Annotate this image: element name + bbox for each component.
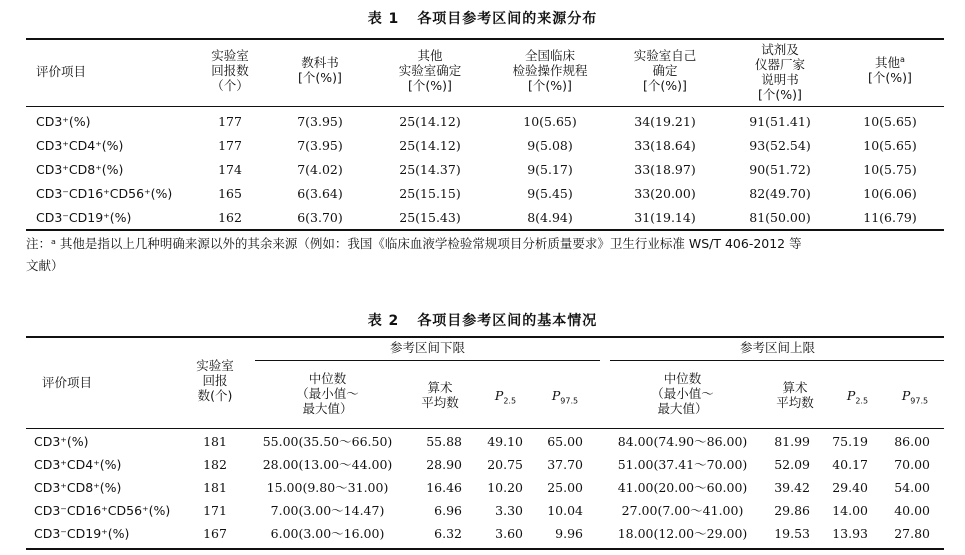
table1-header-manual: 试剂及 仪器厂家 说明书 [个(%)] <box>754 42 805 102</box>
table1-cell-national: 8(4.94) <box>527 210 573 225</box>
table2-header-lab-count: 实验室 回报 数(个) <box>196 358 234 403</box>
table2-cell-l_mean: 16.46 <box>426 480 462 495</box>
table2-cell-l_mean: 55.88 <box>426 434 462 449</box>
table2-header-lower-p975: $P_{97.5}$ <box>551 388 579 406</box>
table2-upper-group-rule <box>610 360 944 361</box>
table1-cell-other: 10(5.75) <box>863 162 917 177</box>
table1-footnote-line1: 注：ᵃ 其他是指以上几种明确来源以外的其余来源（例如：我国《临床血液学检验常规项目分析质量要求》卫生行业标准 WS/T 406-2012 等 <box>26 236 802 251</box>
table1-cell-self: 34(19.21) <box>634 114 696 129</box>
table2-header-item: 评价项目 <box>42 375 93 390</box>
table1-cell-n: 177 <box>218 138 242 153</box>
table1-cell-label: CD3⁺(%) <box>36 114 91 129</box>
table1-cell-other_lab: 25(15.43) <box>399 210 461 225</box>
table1-cell-n: 177 <box>218 114 242 129</box>
table1-header-rule <box>26 106 944 107</box>
table1-cell-national: 9(5.17) <box>527 162 573 177</box>
table2-cell-l_med: 55.00(35.50～66.50) <box>262 434 393 449</box>
table2-caption <box>0 310 965 330</box>
table2-cell-u_med: 84.00(74.90～86.00) <box>617 434 748 449</box>
table2-cell-l_med: 15.00(9.80～31.00) <box>266 480 389 495</box>
table2-cell-u_med: 51.00(37.41～70.00) <box>617 457 748 472</box>
table2-top-rule <box>26 336 944 338</box>
table2-cell-l_med: 28.00(13.00～44.00) <box>262 457 393 472</box>
table2-cell-u_p975: 40.00 <box>894 503 930 518</box>
table2-cell-label: CD3⁻CD19⁺(%) <box>34 526 130 541</box>
table1-cell-other_lab: 25(14.12) <box>399 114 461 129</box>
table1-cell-n: 174 <box>218 162 242 177</box>
table2-cell-l_p25: 3.30 <box>495 503 523 518</box>
table2-lower-group-rule <box>255 360 600 361</box>
table2-cell-u_med: 27.00(7.00～41.00) <box>621 503 744 518</box>
table2-cell-u_p975: 86.00 <box>894 434 930 449</box>
table1-cell-textbook: 7(3.95) <box>297 138 343 153</box>
table2-cell-l_p25: 3.60 <box>495 526 523 541</box>
table2-bottom-rule <box>26 548 944 550</box>
table1-cell-self: 33(20.00) <box>634 186 696 201</box>
table1-cell-national: 10(5.65) <box>523 114 577 129</box>
table2-cell-label: CD3⁺CD4⁺(%) <box>34 457 122 472</box>
table2-cell-u_p975: 27.80 <box>894 526 930 541</box>
table1-footnote <box>26 233 946 277</box>
table1-cell-manual: 93(52.54) <box>749 138 811 153</box>
table2-header-upper-p975: $P_{97.5}$ <box>901 388 929 406</box>
table1-cell-label: CD3⁺CD4⁺(%) <box>36 138 124 153</box>
table2-cell-u_mean: 19.53 <box>774 526 810 541</box>
table2-cell-u_p25: 13.93 <box>832 526 868 541</box>
table1-header-other: 其他$^a$ [个(%)] <box>868 54 912 85</box>
table1-cell-label: CD3⁻CD19⁺(%) <box>36 210 132 225</box>
table1-cell-n: 165 <box>218 186 242 201</box>
table2-cell-u_p975: 70.00 <box>894 457 930 472</box>
table1-cell-other: 10(5.65) <box>863 138 917 153</box>
table2-cell-u_p975: 54.00 <box>894 480 930 495</box>
table1-header-textbook: 教科书 [个(%)] <box>298 55 342 85</box>
table2-header-lower-group: 参考区间下限 <box>389 340 465 355</box>
table2-header-upper-p25: $P_{2.5}$ <box>846 388 869 406</box>
table2-caption-number: 表 2 <box>367 313 400 329</box>
table1-cell-national: 9(5.45) <box>527 186 573 201</box>
table1-caption-text: 各项目参考区间的来源分布 <box>417 11 598 27</box>
table2-cell-l_p975: 65.00 <box>547 434 583 449</box>
table2-cell-u_mean: 29.86 <box>774 503 810 518</box>
table2-header-lower-p25: $P_{2.5}$ <box>494 388 517 406</box>
table2-cell-l_med: 7.00(3.00～14.47) <box>270 503 385 518</box>
table1-cell-manual: 91(51.41) <box>749 114 811 129</box>
table2-header-lower-median: 中位数 （最小值～ 最大值） <box>296 371 359 416</box>
table2-cell-l_mean: 6.32 <box>434 526 462 541</box>
table1-cell-textbook: 7(4.02) <box>297 162 343 177</box>
table1-cell-manual: 82(49.70) <box>749 186 811 201</box>
table2-cell-u_med: 41.00(20.00～60.00) <box>617 480 748 495</box>
table2-cell-n: 181 <box>203 480 227 495</box>
table1-top-rule <box>26 38 944 40</box>
table2-cell-l_mean: 28.90 <box>426 457 462 472</box>
table1-header-national: 全国临床 检验操作规程 [个(%)] <box>512 48 588 93</box>
table2-header-upper-group: 参考区间上限 <box>739 340 815 355</box>
table1-caption <box>0 8 965 28</box>
table1-cell-manual: 90(51.72) <box>749 162 811 177</box>
table2-cell-u_p25: 75.19 <box>832 434 868 449</box>
table1-cell-textbook: 6(3.70) <box>297 210 343 225</box>
table1-cell-self: 33(18.97) <box>634 162 696 177</box>
table2-cell-l_p975: 10.04 <box>547 503 583 518</box>
table1-cell-label: CD3⁺CD8⁺(%) <box>36 162 124 177</box>
table1-cell-other: 10(5.65) <box>863 114 917 129</box>
table1-cell-textbook: 6(3.64) <box>297 186 343 201</box>
table2-header-lower-mean: 算术 平均数 <box>421 380 459 410</box>
table2-cell-n: 167 <box>203 526 227 541</box>
table2-cell-l_p975: 9.96 <box>555 526 583 541</box>
table1-cell-other_lab: 25(14.12) <box>399 138 461 153</box>
table1-caption-number: 表 1 <box>367 11 400 27</box>
table1-bottom-rule <box>26 229 944 231</box>
table1-header-self: 实验室自己 确定 [个(%)] <box>633 48 697 93</box>
table1-cell-self: 31(19.14) <box>634 210 696 225</box>
table1-cell-n: 162 <box>218 210 242 225</box>
table1-cell-other_lab: 25(15.15) <box>399 186 461 201</box>
table1-footnote-line2: 文献） <box>26 258 64 273</box>
table2-header-rule <box>26 428 944 429</box>
table2-cell-u_p25: 29.40 <box>832 480 868 495</box>
table2-cell-label: CD3⁺(%) <box>34 434 89 449</box>
table2-cell-u_p25: 14.00 <box>832 503 868 518</box>
table1-cell-self: 33(18.64) <box>634 138 696 153</box>
table1-cell-other: 10(6.06) <box>863 186 917 201</box>
table1-cell-other: 11(6.79) <box>863 210 917 225</box>
table2-cell-l_p975: 37.70 <box>547 457 583 472</box>
table2-caption-text: 各项目参考区间的基本情况 <box>417 313 598 329</box>
table2-cell-label: CD3⁻CD16⁺CD56⁺(%) <box>34 503 171 518</box>
table2-cell-u_mean: 52.09 <box>774 457 810 472</box>
table1-cell-label: CD3⁻CD16⁺CD56⁺(%) <box>36 186 173 201</box>
table2-cell-n: 182 <box>203 457 227 472</box>
table2-cell-label: CD3⁺CD8⁺(%) <box>34 480 122 495</box>
table1-cell-textbook: 7(3.95) <box>297 114 343 129</box>
table1-header-other-lab: 其他 实验室确定 [个(%)] <box>398 48 462 93</box>
table2-cell-u_med: 18.00(12.00～29.00) <box>617 526 748 541</box>
table2-cell-u_mean: 81.99 <box>774 434 810 449</box>
table1-cell-manual: 81(50.00) <box>749 210 811 225</box>
table2-cell-l_mean: 6.96 <box>434 503 462 518</box>
table1-header-item: 评价项目 <box>36 64 87 79</box>
table2-cell-u_mean: 39.42 <box>774 480 810 495</box>
table2-cell-n: 171 <box>203 503 227 518</box>
table2-header-upper-mean: 算术 平均数 <box>776 380 814 410</box>
table2-cell-n: 181 <box>203 434 227 449</box>
table1-header-lab-count: 实验室 回报数 （个） <box>211 48 249 93</box>
table1-cell-national: 9(5.08) <box>527 138 573 153</box>
table2-header-upper-median: 中位数 （最小值～ 最大值） <box>651 371 714 416</box>
table2-cell-l_p975: 25.00 <box>547 480 583 495</box>
table2-cell-l_p25: 10.20 <box>487 480 523 495</box>
table1-cell-other_lab: 25(14.37) <box>399 162 461 177</box>
table2-cell-l_p25: 20.75 <box>487 457 523 472</box>
table2-cell-u_p25: 40.17 <box>832 457 868 472</box>
table2-cell-l_p25: 49.10 <box>487 434 523 449</box>
table2-cell-l_med: 6.00(3.00～16.00) <box>270 526 385 541</box>
